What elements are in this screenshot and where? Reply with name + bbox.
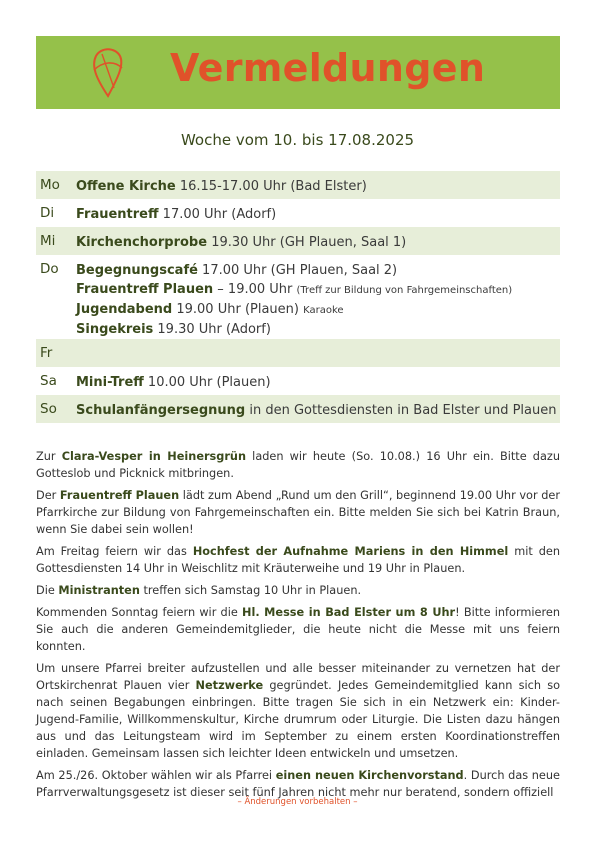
schedule-event bbox=[76, 177, 560, 196]
announcement-text: lädt zum Abend „Rund um den Grill“, beginnend 19.00 Uhr vor der Pfarrkirche zur Bildung von Fahrgemeinschaften ein. Bitte melden Sie sich bei Katrin Braun, wenn Sie dabei sein wollen! bbox=[36, 489, 560, 536]
event-name: Frauentreff bbox=[76, 207, 159, 222]
announcement-highlight: Hochfest der Aufnahme Mariens in den Himmel bbox=[192, 545, 509, 558]
event-detail: 17.00 Uhr (Adorf) bbox=[158, 207, 277, 222]
event-note: (Treff zur Bildung von Fahrgemeinschaften) bbox=[296, 285, 513, 296]
schedule-day: So bbox=[40, 401, 57, 417]
announcement-highlight: Netzwerke bbox=[195, 679, 264, 692]
announcement-text: laden wir heute (So. 10.08.) 16 Uhr ein. Bitte dazu Gotteslob und Picknick mitbringen. bbox=[36, 450, 560, 480]
schedule-day: Fr bbox=[40, 345, 53, 361]
schedule-event bbox=[76, 233, 560, 252]
schedule-row bbox=[36, 227, 560, 255]
event-name: Jugendabend bbox=[76, 302, 173, 317]
announcement-paragraph bbox=[36, 448, 560, 482]
announcement-paragraph bbox=[36, 582, 560, 599]
event-name: Kirchenchorprobe bbox=[76, 235, 208, 250]
event-name: Schulanfängersegnung bbox=[76, 403, 246, 418]
announcement-paragraph bbox=[36, 660, 560, 762]
event-detail: in den Gottesdiensten in Bad Elster und Plauen bbox=[245, 403, 557, 418]
announcement-paragraph bbox=[36, 543, 560, 577]
footer-note: – Änderungen vorbehalten – bbox=[237, 797, 358, 807]
event-name: Mini-Treff bbox=[76, 375, 144, 390]
announcement-text: Kommenden Sonntag feiern wir die bbox=[36, 606, 243, 619]
announcement-text: Am 25./26. Oktober wählen wir als Pfarrei bbox=[36, 769, 276, 782]
schedule-day: Sa bbox=[40, 373, 57, 389]
event-name: Offene Kirche bbox=[76, 179, 176, 194]
announcement-paragraph bbox=[36, 604, 560, 655]
announcement-text: treffen sich Samstag 10 Uhr in Plauen. bbox=[139, 584, 362, 597]
announcement-text: mit den Gottesdiensten 14 Uhr in Weischlitz mit Kräuterweihe und 19 Uhr in Plauen. bbox=[36, 545, 561, 575]
event-detail: – 19.00 Uhr bbox=[213, 282, 297, 297]
schedule-day: Do bbox=[40, 261, 59, 277]
announcement-paragraph bbox=[36, 767, 560, 801]
schedule-row bbox=[36, 199, 560, 227]
announcement-text: Die bbox=[36, 584, 59, 597]
event-name: Frauentreff Plauen bbox=[76, 282, 214, 297]
schedule-row bbox=[36, 395, 560, 423]
schedule-day: Di bbox=[40, 205, 55, 221]
event-detail: 10.00 Uhr (Plauen) bbox=[143, 375, 271, 390]
announcement-highlight: einen neuen Kirchenvorstand bbox=[275, 769, 464, 782]
schedule-event bbox=[76, 300, 560, 320]
announcements bbox=[36, 448, 560, 806]
event-detail: 17.00 Uhr (GH Plauen, Saal 2) bbox=[197, 263, 398, 278]
schedule-event bbox=[76, 205, 560, 224]
announcement-paragraph bbox=[36, 487, 560, 538]
event-detail: 19.30 Uhr (GH Plauen, Saal 1) bbox=[207, 235, 407, 250]
schedule-row bbox=[36, 171, 560, 199]
announcement-text: Zur bbox=[36, 450, 62, 463]
announcement-text: ! Bitte informieren Sie auch die anderen Gemeindemitglieder, die heute nicht die Messe mit uns feiern konnten. bbox=[36, 606, 560, 653]
announcement-highlight: Hl. Messe in Bad Elster um 8 Uhr bbox=[242, 606, 456, 619]
schedule-event bbox=[76, 320, 560, 339]
schedule-event bbox=[76, 373, 560, 392]
event-detail: 19.00 Uhr (Plauen) bbox=[172, 302, 304, 317]
event-name: Begegnungscafé bbox=[76, 263, 198, 278]
announcement-text: Der bbox=[36, 489, 60, 502]
event-detail: 16.15-17.00 Uhr (Bad Elster) bbox=[175, 179, 367, 194]
page-title: Vermeldungen bbox=[170, 46, 486, 90]
church-logo-icon bbox=[88, 44, 128, 100]
announcement-highlight: Clara-Vesper in Heinersgrün bbox=[61, 450, 247, 463]
schedule-event bbox=[76, 401, 560, 420]
schedule-row bbox=[36, 255, 560, 339]
header-banner bbox=[36, 36, 560, 109]
schedule-day: Mo bbox=[40, 177, 60, 193]
weekly-schedule bbox=[36, 171, 560, 423]
event-detail: 19.30 Uhr (Adorf) bbox=[153, 322, 271, 337]
announcement-text: . Durch das neue Pfarrverwaltungsgesetz ist dieser seit fünf Jahren nicht mehr nur beratend, sondern offiziell bbox=[36, 769, 560, 799]
schedule-row bbox=[36, 339, 560, 367]
schedule-event bbox=[76, 280, 560, 300]
announcement-text: Am Freitag feiern wir das bbox=[36, 545, 193, 558]
event-note: Karaoke bbox=[303, 305, 344, 316]
announcement-text: gegründet. Jedes Gemeindemitglied kann sich so nach seinen Begabungen einbringen. Bitte tragen Sie sich in ein Netzwerk ein: Kinder-Jugend-Familie, Willkommenskultur, Kirche drumrum oder Liturgie. Die Listen dazu hängen aus und das Leitungsteam wird im September zu einem ersten Koordinationstreffen einladen. Gemeinsam lassen sich leichter Ideen entwickeln und umsetzen. bbox=[36, 679, 561, 760]
announcement-highlight: Ministranten bbox=[58, 584, 140, 597]
schedule-day: Mi bbox=[40, 233, 56, 249]
schedule-event bbox=[76, 261, 560, 280]
schedule-row bbox=[36, 367, 560, 395]
week-heading: Woche vom 10. bis 17.08.2025 bbox=[180, 131, 415, 149]
announcement-text: Um unsere Pfarrei breiter aufzustellen und alle besser miteinander zu vernetzen hat der Ortskirchenrat Plauen vier bbox=[36, 662, 560, 692]
announcement-highlight: Frauentreff Plauen bbox=[59, 489, 180, 502]
event-name: Singekreis bbox=[76, 322, 154, 337]
